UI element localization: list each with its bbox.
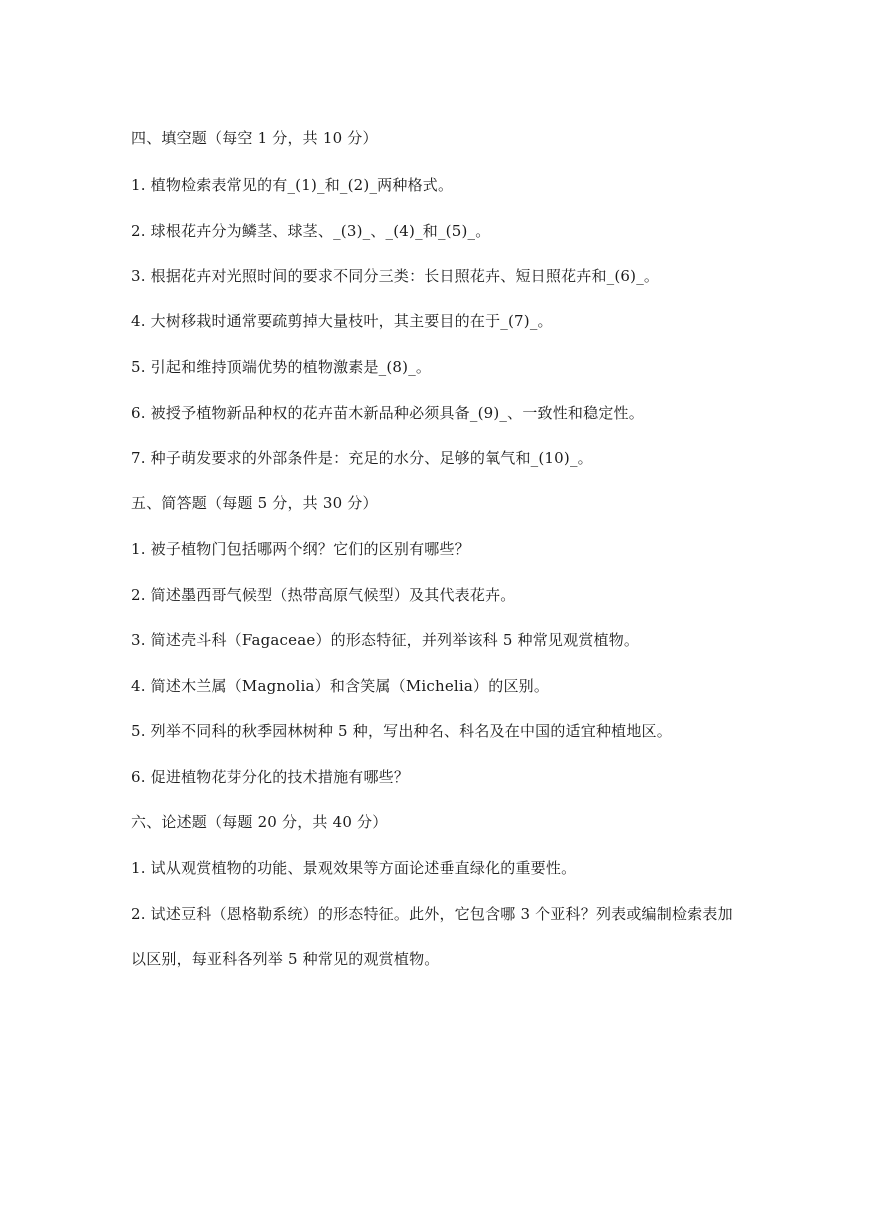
fill-blank-question-1: 1. 植物检索表常见的有_(1)_和_(2)_两种格式。 <box>131 176 454 194</box>
fill-blank-question-3: 3. 根据花卉对光照时间的要求不同分三类：长日照花卉、短日照花卉和_(6)_。 <box>131 267 660 285</box>
essay-question-1: 1. 试从观赏植物的功能、景观效果等方面论述垂直绿化的重要性。 <box>131 859 577 877</box>
essay-question-2-continuation: 以区别，每亚科各列举 5 种常见的观赏植物。 <box>131 950 440 968</box>
fill-blank-question-2: 2. 球根花卉分为鳞茎、球茎、_(3)_、_(4)_和_(5)_。 <box>131 222 491 240</box>
section-heading-essay: 六、论述题（每题 20 分，共 40 分） <box>131 813 388 831</box>
short-answer-question-3: 3. 简述壳斗科（Fagaceae）的形态特征，并列举该科 5 种常见观赏植物。 <box>131 631 640 649</box>
section-heading-short-answer: 五、简答题（每题 5 分，共 30 分） <box>131 494 378 512</box>
short-answer-question-1: 1. 被子植物门包括哪两个纲？它们的区别有哪些？ <box>131 540 470 558</box>
fill-blank-question-4: 4. 大树移栽时通常要疏剪掉大量枝叶，其主要目的在于_(7)_。 <box>131 312 553 330</box>
section-heading-fill-blank: 四、填空题（每空 1 分，共 10 分） <box>131 129 378 147</box>
short-answer-question-6: 6. 促进植物花芽分化的技术措施有哪些？ <box>131 768 410 786</box>
fill-blank-question-7: 7. 种子萌发要求的外部条件是：充足的水分、足够的氧气和_(10)_。 <box>131 449 593 467</box>
short-answer-question-5: 5. 列举不同科的秋季园林树种 5 种，写出种名、科名及在中国的适宜种植地区。 <box>131 722 672 740</box>
essay-question-2: 2. 试述豆科（恩格勒系统）的形态特征。此外，它包含哪 3 个亚科？列表或编制检索表加 <box>131 905 733 923</box>
fill-blank-question-5: 5. 引起和维持顶端优势的植物激素是_(8)_。 <box>131 358 432 376</box>
fill-blank-question-6: 6. 被授予植物新品种权的花卉苗木新品种必须具备_(9)_、一致性和稳定性。 <box>131 404 644 422</box>
short-answer-question-2: 2. 简述墨西哥气候型（热带高原气候型）及其代表花卉。 <box>131 586 516 604</box>
short-answer-question-4: 4. 简述木兰属（Magnolia）和含笑属（Michelia）的区别。 <box>131 677 550 695</box>
